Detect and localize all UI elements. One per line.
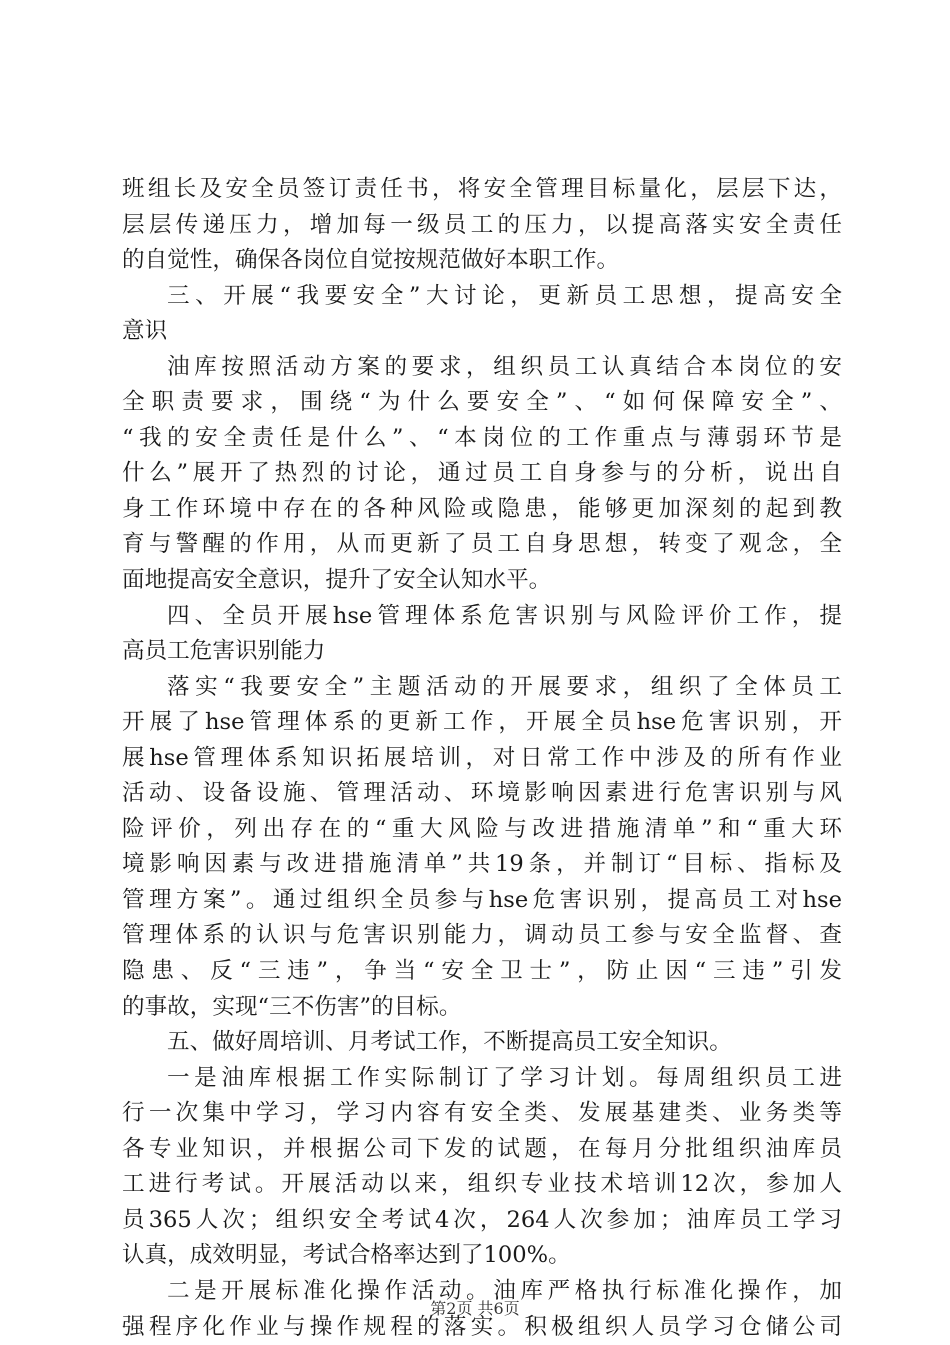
text-line: 行一次集中学习，学习内容有安全类、发展基建类、业务类等 (122, 1096, 842, 1132)
text-line: 境影响因素与改进措施清单”共19条，并制订“目标、指标及 (122, 847, 842, 883)
text-line: 面地提高安全意识，提升了安全认知水平。 (122, 563, 842, 599)
text-line: 层层传递压力，增加每一级员工的压力，以提高落实安全责任 (122, 208, 842, 244)
page-number-footer: 第2页 共6页 (0, 1296, 950, 1319)
text-line: 的自觉性，确保各岗位自觉按规范做好本职工作。 (122, 243, 842, 279)
text-line: 强程序化作业与操作规程的落实。积极组织人员学习仓储公司 (122, 1310, 842, 1345)
text-line: 高员工危害识别能力 (122, 634, 842, 670)
text-line: 油库按照活动方案的要求，组织员工认真结合本岗位的安 (122, 350, 842, 386)
text-line: 三、开展“我要安全”大讨论，更新员工思想，提高安全 (122, 279, 842, 315)
text-line: 五、做好周培训、月考试工作，不断提高员工安全知识。 (122, 1025, 842, 1061)
text-line: 二是开展标准化操作活动。油库严格执行标准化操作，加 (122, 1274, 842, 1310)
text-line: 管理体系的认识与危害识别能力，调动员工参与安全监督、查 (122, 918, 842, 954)
document-body (122, 172, 842, 1345)
text-line: 隐患、反“三违”，争当“安全卫士”，防止因“三违”引发 (122, 954, 842, 990)
text-line: 各专业知识，并根据公司下发的试题，在每月分批组织油库员 (122, 1132, 842, 1168)
text-line: “我的安全责任是什么”、“本岗位的工作重点与薄弱环节是 (122, 421, 842, 457)
text-line: 四、全员开展hse管理体系危害识别与风险评价工作，提 (122, 599, 842, 635)
text-line: 一是油库根据工作实际制订了学习计划。每周组织员工进 (122, 1061, 842, 1097)
text-line: 意识 (122, 314, 842, 350)
text-line: 展hse管理体系知识拓展培训，对日常工作中涉及的所有作业 (122, 741, 842, 777)
text-line: 什么”展开了热烈的讨论，通过员工自身参与的分析，说出自 (122, 456, 842, 492)
text-line: 班组长及安全员签订责任书，将安全管理目标量化，层层下达， (122, 172, 842, 208)
text-line: 管理方案”。通过组织全员参与hse危害识别，提高员工对hse (122, 883, 842, 919)
text-line: 活动、设备设施、管理活动、环境影响因素进行危害识别与风 (122, 776, 842, 812)
text-line: 认真，成效明显，考试合格率达到了100%。 (122, 1238, 842, 1274)
text-line: 险评价，列出存在的“重大风险与改进措施清单”和“重大环 (122, 812, 842, 848)
text-line: 工进行考试。开展活动以来，组织专业技术培训12次，参加人 (122, 1167, 842, 1203)
text-line: 身工作环境中存在的各种风险或隐患，能够更加深刻的起到教 (122, 492, 842, 528)
text-line: 全职责要求，围绕“为什么要安全”、“如何保障安全”、 (122, 385, 842, 421)
text-line: 开展了hse管理体系的更新工作，开展全员hse危害识别，开 (122, 705, 842, 741)
text-line: 落实“我要安全”主题活动的开展要求，组织了全体员工 (122, 670, 842, 706)
text-line: 员365人次；组织安全考试4次，264人次参加；油库员工学习 (122, 1203, 842, 1239)
text-line: 育与警醒的作用，从而更新了员工自身思想，转变了观念，全 (122, 527, 842, 563)
text-line: 的事故，实现“三不伤害”的目标。 (122, 990, 842, 1026)
